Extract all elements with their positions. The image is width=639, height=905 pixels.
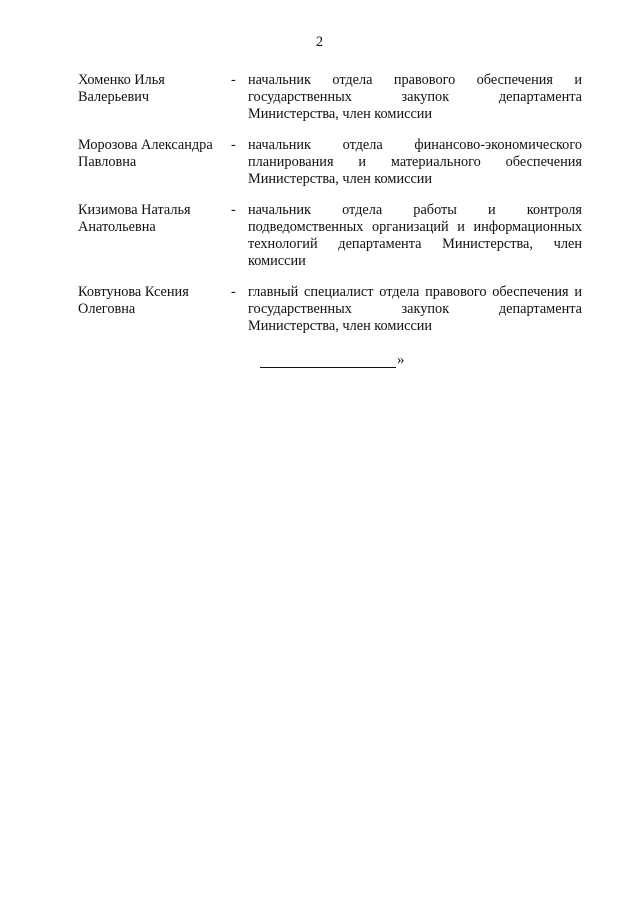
member-dash: - [231, 72, 236, 88]
commission-members-list [78, 72, 582, 335]
member-row [78, 137, 582, 188]
member-role: начальник отдела правового обеспечения и государственных закупок департамента Министерства, член комиссии [248, 72, 582, 122]
member-dash: - [231, 202, 236, 218]
member-role: начальник отдела работы и контроля подведомственных организаций и информационных технологий департамента Министерства, член комиссии [248, 202, 582, 269]
member-role: главный специалист отдела правового обеспечения и государственных закупок департамента Министерства, член комиссии [248, 284, 582, 334]
member-name: Кизимова Наталья Анатольевна [78, 202, 191, 235]
member-row [78, 284, 582, 335]
member-name: Морозова Александра Павловна [78, 137, 213, 170]
closing-quote: » [397, 352, 405, 368]
member-row [78, 202, 582, 270]
closing-underline [260, 353, 396, 368]
member-role: начальник отдела финансово-экономического планирования и материального обеспечения Министерства, член комиссии [248, 137, 582, 187]
page-number: 2 [315, 34, 324, 50]
closing-mark [260, 352, 405, 368]
member-dash: - [231, 284, 236, 300]
member-dash: - [231, 137, 236, 153]
member-row [78, 72, 582, 123]
member-name: Ковтунова Ксения Олеговна [78, 284, 189, 317]
member-name: Хоменко Илья Валерьевич [78, 72, 165, 105]
